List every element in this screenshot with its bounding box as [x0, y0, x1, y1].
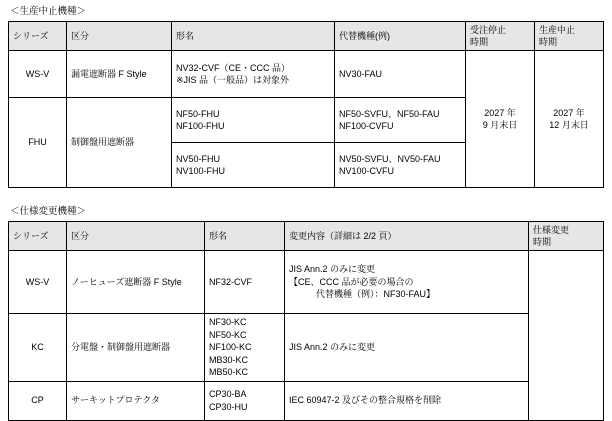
- column-header-series: シリーズ: [9, 22, 67, 51]
- cell-series: FHU: [9, 98, 67, 188]
- cell-change-timing: [529, 251, 604, 421]
- discontinued-table-header: [9, 22, 604, 51]
- spec-change-models-table: [8, 221, 604, 421]
- column-header-category: 区分: [67, 222, 205, 251]
- spec-change-table-header: [9, 222, 604, 251]
- cell-category: ノーヒューズ遮断器 F Style: [67, 251, 205, 314]
- section-title-discontinued: ＜生産中止機種＞: [10, 6, 87, 17]
- column-header-model: 形名: [172, 22, 335, 51]
- cell-order-stop: 2027 年 9 月末日: [466, 51, 535, 188]
- table-header-row: [9, 22, 604, 51]
- cell-series: WS-V: [9, 251, 67, 314]
- cell-category: 漏電遮断器 F Style: [67, 51, 172, 98]
- cell-alternative: NV50-SVFU、NV50-FAU NV100-CVFU: [335, 143, 466, 188]
- cell-model: CP30-BA CP30-HU: [205, 381, 285, 420]
- column-header-production-stop: 生産中止 時期: [535, 22, 604, 51]
- cell-model: NF32-CVF: [205, 251, 285, 314]
- cell-series: WS-V: [9, 51, 67, 98]
- column-header-category: 区分: [67, 22, 172, 51]
- cell-change-content: IEC 60947-2 及びその整合規格を削除: [285, 381, 529, 420]
- table-row: [9, 251, 604, 314]
- cell-production-stop: 2027 年 12 月末日: [535, 51, 604, 188]
- cell-model: NF50-FHU NF100-FHU: [172, 98, 335, 143]
- column-header-series: シリーズ: [9, 222, 67, 251]
- cell-alternative: NV30-FAU: [335, 51, 466, 98]
- table-gap: [8, 188, 604, 205]
- cell-series: KC: [9, 314, 67, 382]
- table-row: [9, 51, 604, 98]
- column-header-order-stop: 受注停止 時期: [466, 22, 535, 51]
- cell-change-content: JIS Ann.2 のみに変更 【CE、CCC 品が必要の場合の 代替機種（例）：NF30-FAU】: [285, 251, 529, 314]
- column-header-change-timing: 仕様変更 時期: [529, 222, 604, 251]
- cell-series: CP: [9, 381, 67, 420]
- table-row: [9, 381, 604, 420]
- cell-category: サーキットプロテクタ: [67, 381, 205, 420]
- cell-category: 制御盤用遮断器: [67, 98, 172, 188]
- cell-model: NF30-KC NF50-KC NF100-KC MB30-KC MB50-KC: [205, 314, 285, 382]
- cell-change-content: JIS Ann.2 のみに変更: [285, 314, 529, 382]
- column-header-model: 形名: [205, 222, 285, 251]
- table-row: [9, 314, 604, 382]
- cell-category: 分電盤・制御盤用遮断器: [67, 314, 205, 382]
- discontinued-models-table: [8, 21, 604, 188]
- cell-model: NV50-FHU NV100-FHU: [172, 143, 335, 188]
- cell-alternative: NF50-SVFU、NF50-FAU NF100-CVFU: [335, 98, 466, 143]
- column-header-change-details: 変更内容（詳細は 2/2 頁）: [285, 222, 529, 251]
- cell-model: NV32-CVF（CE・CCC 品） ※JIS 品（一般品）は対象外: [172, 51, 335, 98]
- column-header-alternative: 代替機種(例): [335, 22, 466, 51]
- table-header-row: [9, 222, 604, 251]
- section-title-spec-change: ＜仕様変更機種＞: [10, 206, 87, 217]
